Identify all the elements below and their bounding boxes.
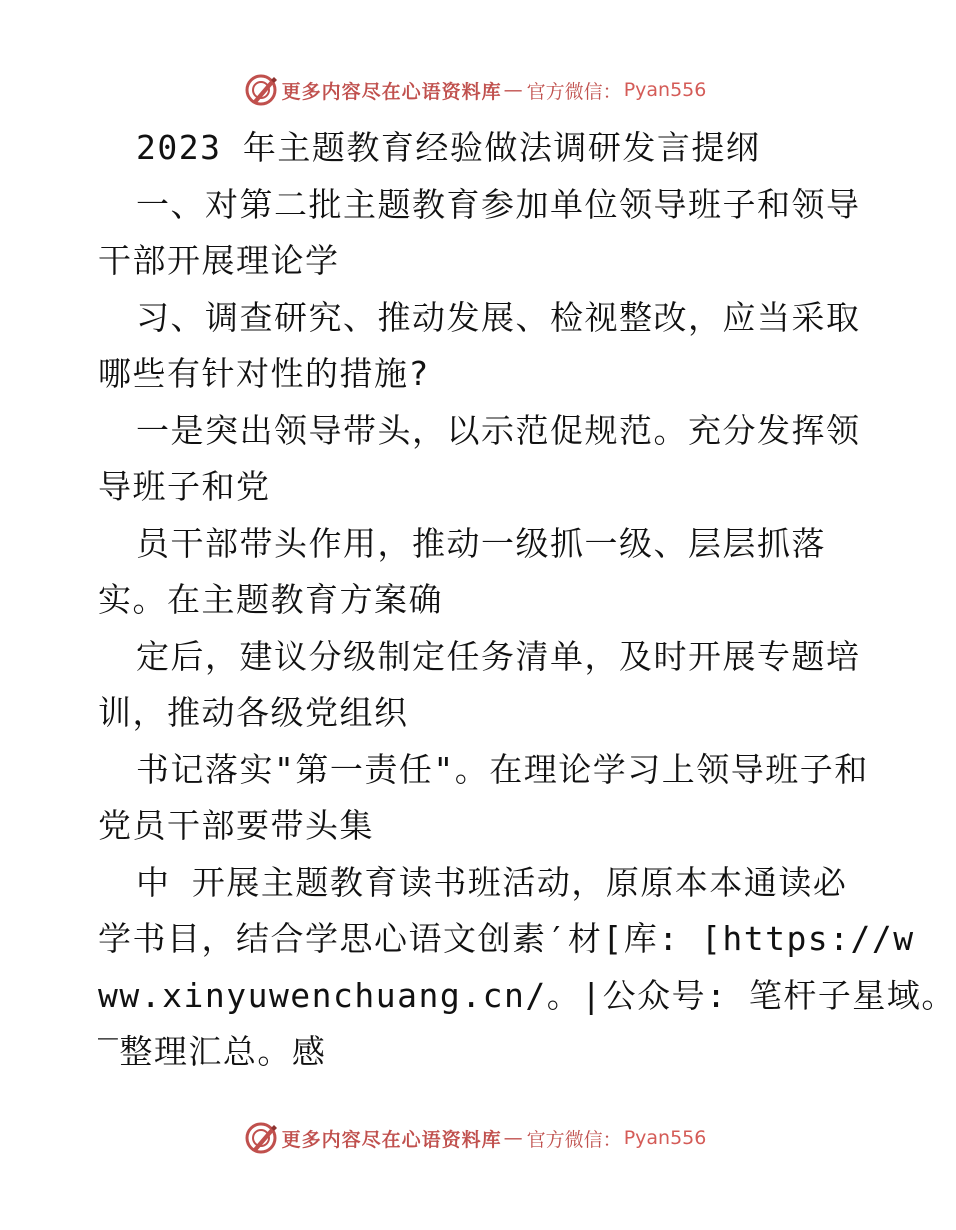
text-line: 党员干部要带头集 (98, 806, 374, 845)
text-line: 一是突出领导带头，以示范促规范。充分发挥领 (136, 410, 861, 450)
text-line: 导班子和党 (98, 467, 271, 506)
text-line: 员干部带头作用，推动一级抓一级、层层抓落 (136, 523, 826, 563)
banner-wechat-handle: Pyan556 (623, 1127, 707, 1149)
text-line: 定后，建议分级制定任务清单，及时开展专题培 (136, 636, 861, 676)
document-title: 2023 年主题教育经验做法调研发言提纲 (136, 128, 761, 167)
text-line: 中 开展主题教育读书班活动，原原本本通读必 (136, 862, 848, 902)
text-line: 实。在主题教育方案确 (98, 580, 443, 619)
banner-wechat-label: 官方微信： (526, 80, 622, 103)
red-pen-circle-logo-icon (244, 1121, 278, 1155)
red-pen-circle-logo-icon (244, 73, 278, 107)
banner-dash: — (503, 1127, 523, 1149)
banner-dash: — (503, 79, 523, 101)
banner-brand-text: 更多内容尽在心语资料库 (281, 80, 502, 103)
text-line: 习、调查研究、推动发展、检视整改，应当采取 (136, 297, 861, 337)
header-watermark-banner (0, 70, 950, 110)
text-line: 学书目，结合学思心语文创素′材[库: [https://w (98, 919, 915, 958)
banner-wechat-label: 官方微信： (526, 1128, 622, 1151)
text-line: 哪些有针对性的措施? (98, 354, 430, 393)
text-line: 干部开展理论学 (98, 241, 340, 280)
text-line: 训，推动各级党组织 (98, 693, 409, 732)
banner-wechat-handle: Pyan556 (623, 79, 707, 101)
banner-brand-text: 更多内容尽在心语资料库 (281, 1128, 502, 1151)
text-line: 书记落实"第一责任"。在理论学习上领导班子和 (136, 749, 869, 789)
text-line: 一、对第二批主题教育参加单位领导班子和领导 (136, 184, 861, 224)
footer-watermark-banner (0, 1118, 950, 1158)
document-body (98, 120, 956, 1081)
text-line: ww.xinyuwenchuang.cn/。|公众号: 笔杆子星域。 (98, 975, 956, 1015)
text-line: ‾整理汇总。感 (98, 1032, 327, 1071)
